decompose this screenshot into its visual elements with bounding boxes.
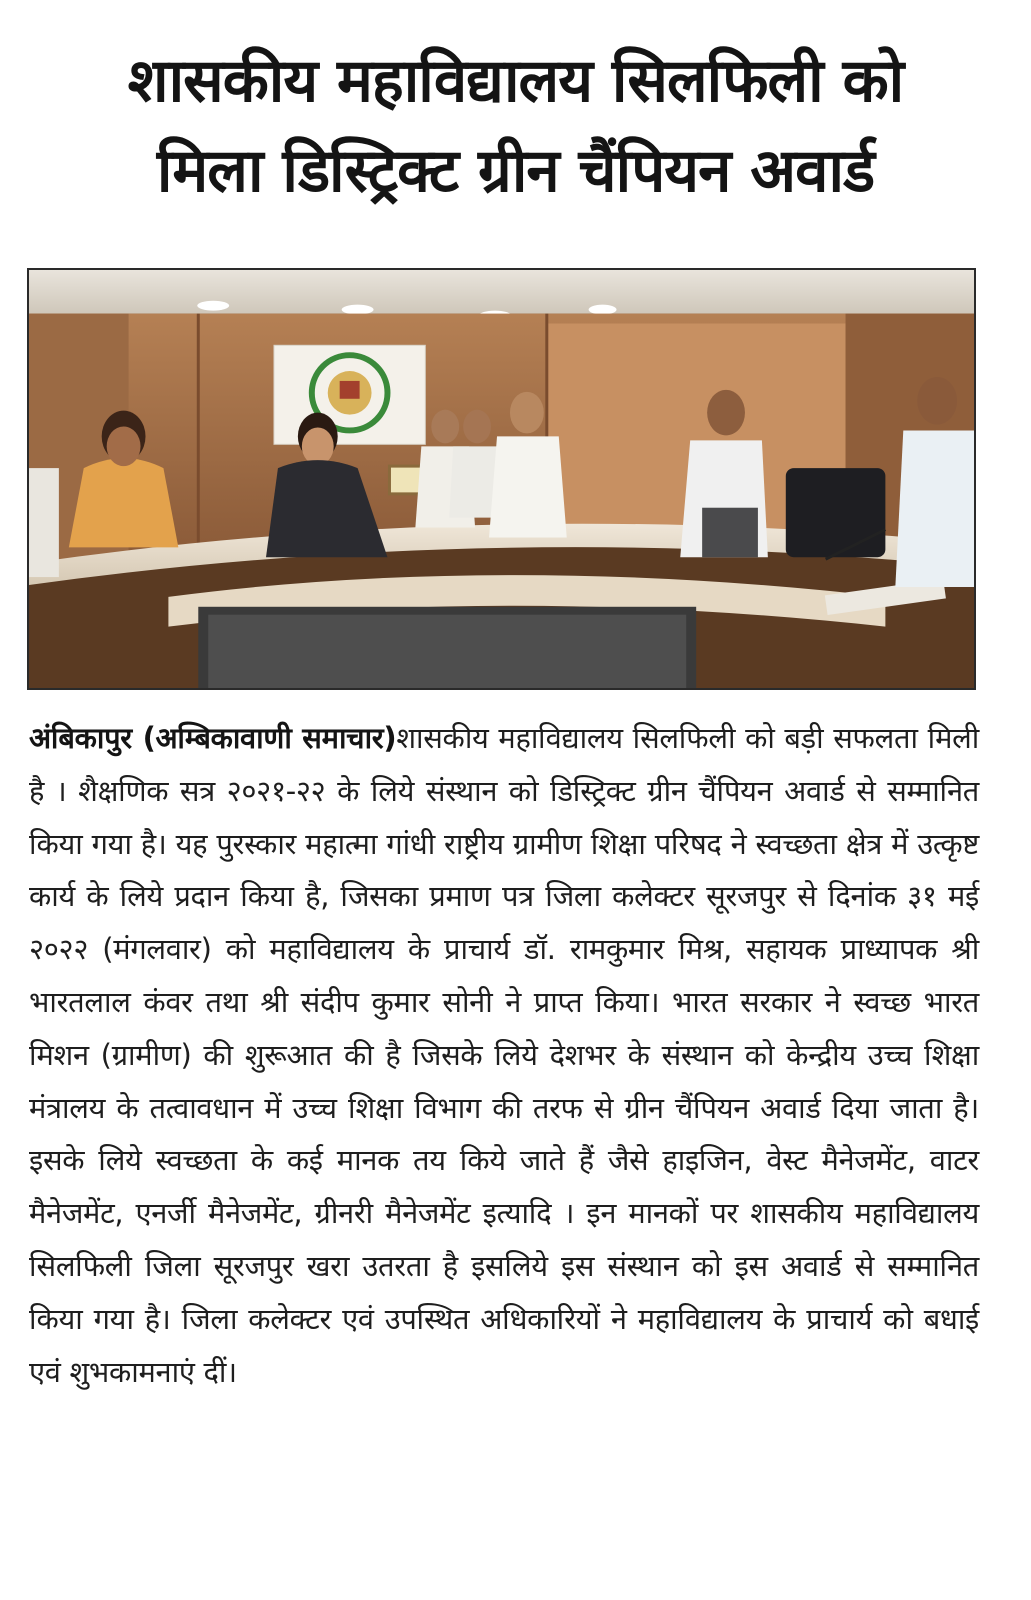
headline bbox=[20, 36, 1011, 216]
photo-icon bbox=[29, 270, 974, 688]
headline-line-2: मिला डिस्ट्रिक्ट ग्रीन चैंपियन अवार्ड bbox=[156, 136, 875, 206]
dateline: अंबिकापुर (अम्बिकावाणी समाचार) bbox=[29, 721, 397, 755]
news-photo bbox=[27, 268, 976, 690]
headline-line-1: शासकीय महाविद्यालय सिलफिली को bbox=[127, 46, 904, 116]
article-body bbox=[29, 712, 979, 1398]
article-text: शासकीय महाविद्यालय सिलफिली को बड़ी सफलता मिली है । शैक्षणिक सत्र २०२१-२२ के लिये संस्थान को डिस्ट्रिक्ट ग्रीन चैंपियन अवार्ड से सम्मानित किया गया है। यह पुरस्कार महात्मा गांधी राष्ट्रीय ग्रामीण शिक्षा परिषद ने स्वच्छता क्षेत्र में उत्कृष्ट कार्य के लिये प्रदान किया है, जिसका प्रमाण पत्र जिला कलेक्टर सूरजपुर से दिनांक ३१ मई २०२२ (मंगलवार) को महाविद्यालय के प्राचार्य डॉ. रामकुमार मिश्र, सहायक प्राध्यापक श्री भारतलाल कंवर तथा श्री संदीप कुमार सोनी ने प्राप्त किया। भारत सरकार ने स्वच्छ भारत मिशन (ग्रामीण) की शुरूआत की है जिसके लिये देशभर के संस्थान को केन्द्रीय उच्च शिक्षा मंत्रालय के तत्वावधान में उच्च शिक्षा विभाग की तरफ से ग्रीन चैंपियन अवार्ड दिया जाता है। इसके लिये स्वच्छता के कई मानक तय किये जाते हैं जैसे हाइजिन, वेस्ट मैनेजमेंट, वाटर मैनेजमेंट, एनर्जी मैनेजमेंट, ग्रीनरी मैनेजमेंट इत्यादि । इन मानकों पर शासकीय महाविद्यालय सिलफिली जिला सूरजपुर खरा उतरता है इसलिये इस संस्थान को इस अवार्ड से सम्मानित किया गया है। जिला कलेक्टर एवं उपस्थित अधिकारियों ने महाविद्यालय के प्राचार्य को बधाई एवं शुभकामनाएं दीं। bbox=[29, 721, 980, 1389]
